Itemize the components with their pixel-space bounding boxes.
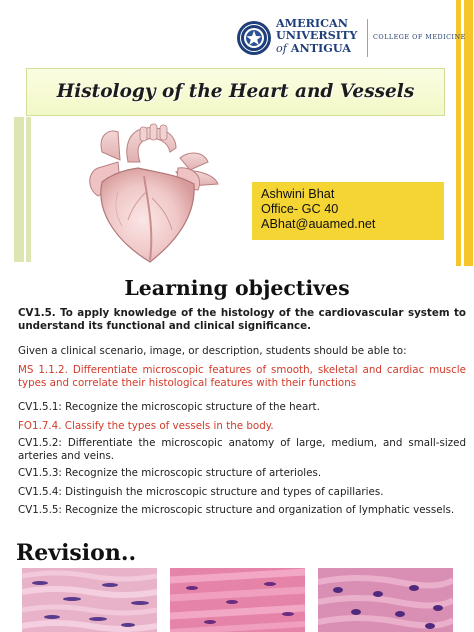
title-band	[26, 68, 445, 116]
objective-item: MS 1.1.2. Differentiate microscopic features of smooth, skeletal and cardiac muscle types and correlate their histological features with their functions	[18, 364, 466, 389]
objective-item: FO1.7.4. Classify the types of vessels in the body.	[18, 420, 274, 432]
smooth-muscle-micrograph	[22, 568, 157, 632]
author-office: Office- GC 40	[261, 202, 339, 216]
university-name: AMERICAN UNIVERSITY of ANTIGUA	[276, 16, 358, 55]
author-name: Ashwini Bhat	[261, 187, 335, 201]
green-accent-bar	[26, 117, 31, 262]
heart-illustration	[58, 122, 238, 266]
university-seal-icon	[236, 20, 272, 56]
author-email: ABhat@auamed.net	[261, 217, 376, 231]
college-name: COLLEGE OF MEDICINE	[373, 33, 466, 41]
skeletal-muscle-micrograph	[170, 568, 305, 632]
objective-item: CV1.5.4: Distinguish the microscopic structure and types of capillaries.	[18, 486, 384, 498]
objective-item: CV1.5.1: Recognize the microscopic structure of the heart.	[18, 401, 320, 413]
cardiac-muscle-micrograph	[318, 568, 453, 632]
objective-item: CV1.5.2: Differentiate the microscopic anatomy of large, medium, and small-sized arteries and veins.	[18, 437, 466, 462]
page-title: Histology of the Heart and Vessels	[56, 81, 415, 102]
author-info-box	[252, 182, 444, 240]
objective-item: Given a clinical scenario, image, or description, students should be able to:	[18, 345, 407, 357]
green-accent-bar	[14, 117, 24, 262]
objective-item: CV1.5. To apply knowledge of the histology of the cardiovascular system to understand its functional and clinical significance.	[18, 307, 466, 332]
objective-item: CV1.5.5: Recognize the microscopic structure and organization of lymphatic vessels.	[18, 504, 455, 516]
objectives-heading: Learning objectives	[124, 276, 350, 300]
title-slide	[0, 0, 474, 266]
revision-heading: Revision..	[16, 540, 137, 566]
objective-item: CV1.5.3: Recognize the microscopic structure of arterioles.	[18, 467, 322, 479]
logo-divider	[367, 19, 368, 57]
